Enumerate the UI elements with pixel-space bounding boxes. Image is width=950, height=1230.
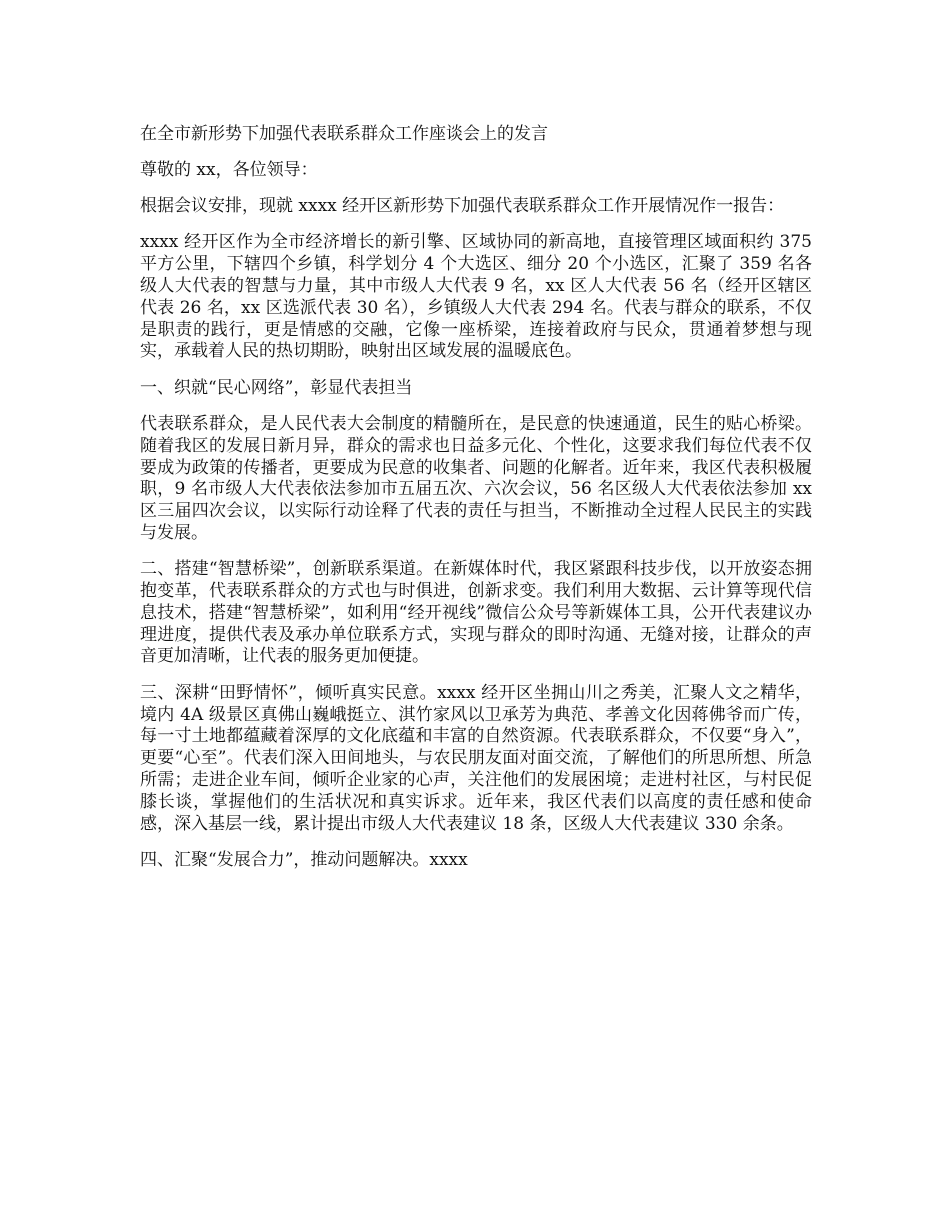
document-title: 在全市新形势下加强代表联系群众工作座谈会上的发言 [140, 124, 548, 144]
paragraph-section-1: 代表联系群众，是人民代表大会制度的精髓所在，是民意的快速通道，民生的贴心桥梁。随着我区的发展日新月异，群众的需求也日益多元化、个性化，这要求我们每位代表不仅要成为政策的传播者，更要成为民意的收集者、问题的化解者。近年来，我区代表积极履职，9 名市级人大代表依法参加市五届五次、六次会议，56 名区级人大代表依法参加 xx 区三届四次会议，以实际行动诠释了代表的责任与担当，不断推动全过程人民民主的实践与发展。 [140, 413, 812, 543]
document-body [140, 124, 812, 886]
paragraph-section-4: 四、汇聚“发展合力”，推动问题解决。xxxx [140, 849, 468, 870]
greeting-line: 尊敬的 xx，各位领导： [140, 159, 318, 180]
paragraph-section-2: 二、搭建“智慧桥梁”，创新联系渠道。在新媒体时代，我区紧跟科技步伐，以开放姿态拥抱变革，代表联系群众的方式也与时俱进，创新求变。我们利用大数据、云计算等现代信息技术，搭建“智慧桥梁”，如利用“经开视线”微信公众号等新媒体工具，公开代表建议办理进度，提供代表及承办单位联系方式，实现与群众的即时沟通、无缝对接，让群众的声音更加清晰，让代表的服务更加便捷。 [140, 559, 812, 667]
paragraph-overview: xxxx 经开区作为全市经济增长的新引擎、区域协同的新高地，直接管理区域面积约 375 平方公里，下辖四个乡镇，科学划分 4 个大选区、细分 20 个小选区，汇聚了 359 名各级人大代表的智慧与力量，其中市级人大代表 9 名，xx 区人大代表 56 名（经开区辖区代表 26 名，xx 区选派代表 30 名），乡镇级人大代表 294 名。代表与群众的联系，不仅是职责的践行，更是情感的交融，它像一座桥梁，连接着政府与民众，贯通着梦想与现实，承载着人民的热切期盼，映射出区域发展的温暖底色。 [140, 232, 812, 362]
paragraph-section-3: 三、深耕“田野情怀”，倾听真实民意。xxxx 经开区坐拥山川之秀美，汇聚人文之精华，境内 4A 级景区真佛山巍峨挺立、淇竹家风以卫承芳为典范、孝善文化因蒋佛爷而广传，每一寸土地都蕴藏着深厚的文化底蕴和丰富的自然资源。代表联系群众，不仅要“身入”，更要“心至”。代表们深入田间地头，与农民朋友面对面交流，了解他们的所思所想、所急所需；走进企业车间，倾听企业家的心声，关注他们的发展困境；走进村社区，与村民促膝长谈，掌握他们的生活状况和真实诉求。近年来，我区代表们以高度的责任感和使命感，深入基层一线，累计提出市级人大代表建议 18 条，区级人大代表建议 330 余条。 [140, 682, 812, 834]
section-heading-1: 一、织就“民心网络”，彰显代表担当 [140, 377, 413, 398]
paragraph-intro: 根据会议安排，现就 xxxx 经开区新形势下加强代表联系群众工作开展情况作一报告： [140, 196, 785, 217]
